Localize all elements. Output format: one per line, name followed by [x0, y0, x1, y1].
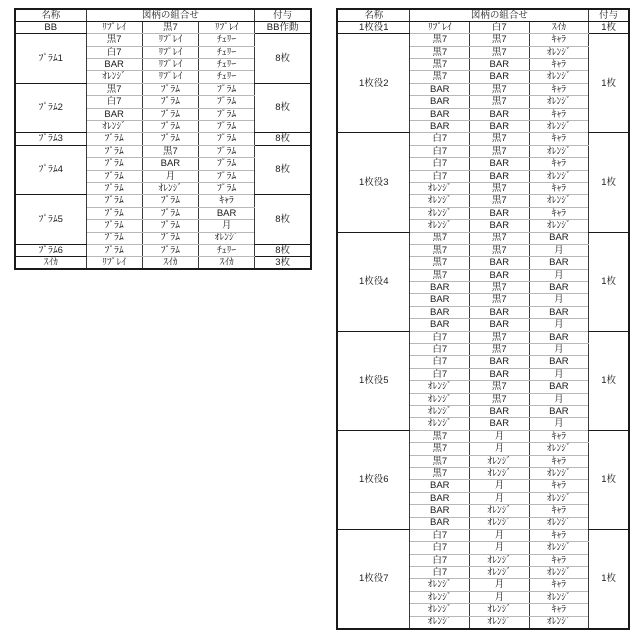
symbol-cell: ｵﾚﾝｼﾞ — [529, 591, 589, 603]
symbol-cell: ｵﾚﾝｼﾞ — [410, 406, 470, 418]
symbol-cell: 月 — [470, 579, 530, 591]
symbol-cell: BAR — [470, 406, 530, 418]
symbol-cell: ﾌﾟﾗﾑ — [142, 121, 198, 133]
header-row — [337, 9, 629, 21]
symbol-cell: BAR — [529, 282, 589, 294]
symbol-cell: ｵﾚﾝｼﾞ — [529, 71, 589, 83]
combo-row — [337, 34, 629, 46]
symbol-cell: BAR — [410, 294, 470, 306]
symbol-cell: ﾌﾟﾗﾑ — [142, 83, 198, 95]
symbol-cell: 白7 — [410, 542, 470, 554]
symbol-cell: BAR — [410, 492, 470, 504]
symbol-cell: 月 — [199, 220, 255, 232]
symbol-cell: ｵﾚﾝｼﾞ — [410, 591, 470, 603]
symbol-cell: ﾌﾟﾗﾑ — [142, 195, 198, 207]
symbol-cell: 黒7 — [470, 133, 530, 145]
symbol-cell: 白7 — [410, 356, 470, 368]
symbol-cell: BAR — [470, 306, 530, 318]
symbol-cell: 白7 — [410, 529, 470, 541]
award-cell: 1枚 — [589, 331, 629, 430]
symbol-cell: 月 — [470, 529, 530, 541]
symbol-cell: 月 — [529, 294, 589, 306]
symbol-cell: 黒7 — [86, 34, 142, 46]
combo-row — [15, 34, 311, 46]
table-body — [15, 21, 311, 269]
role-name-cell: BB — [15, 21, 86, 33]
symbol-cell: 月 — [470, 542, 530, 554]
symbol-cell: 黒7 — [410, 430, 470, 442]
role-name-cell: ﾌﾟﾗﾑ5 — [15, 195, 86, 245]
symbol-cell: ｵﾚﾝｼﾞ — [410, 393, 470, 405]
symbol-cell: ﾌﾟﾗﾑ — [142, 244, 198, 256]
symbol-cell: 月 — [529, 269, 589, 281]
symbol-cell: BAR — [470, 121, 530, 133]
symbol-cell: ﾌﾟﾗﾑ — [142, 133, 198, 145]
role-name-cell: ﾌﾟﾗﾑ6 — [15, 244, 86, 256]
symbol-cell: ﾌﾟﾗﾑ — [86, 170, 142, 182]
symbol-cell: 月 — [529, 244, 589, 256]
award-cell: 8枚 — [255, 83, 311, 133]
symbol-cell: ｷｬﾗ — [529, 34, 589, 46]
symbol-cell: BAR — [470, 108, 530, 120]
symbol-cell: 黒7 — [410, 34, 470, 46]
symbol-cell: ﾌﾟﾗﾑ — [86, 158, 142, 170]
combo-row — [337, 133, 629, 145]
symbol-cell: ﾌﾟﾗﾑ — [199, 158, 255, 170]
award-cell: 1枚 — [589, 430, 629, 529]
column-header-name: 名称 — [337, 9, 410, 21]
symbol-cell: 白7 — [410, 344, 470, 356]
role-name-cell: ﾌﾟﾗﾑ2 — [15, 83, 86, 133]
symbol-cell: ｷｬﾗ — [529, 529, 589, 541]
symbol-cell: ﾌﾟﾗﾑ — [86, 195, 142, 207]
award-cell: 1枚 — [589, 529, 629, 628]
symbol-cell: ﾁｪﾘｰ — [199, 34, 255, 46]
symbol-cell: ｷｬﾗ — [529, 430, 589, 442]
symbol-cell: 白7 — [410, 133, 470, 145]
symbol-cell: ｵﾚﾝｼﾞ — [529, 542, 589, 554]
symbol-cell: ｵﾚﾝｼﾞ — [470, 616, 530, 628]
combo-row — [15, 257, 311, 269]
symbol-cell: ｷｬﾗ — [529, 505, 589, 517]
award-cell: 8枚 — [255, 34, 311, 84]
symbol-cell: ｵﾚﾝｼﾞ — [470, 517, 530, 529]
symbol-cell: BAR — [529, 331, 589, 343]
symbol-cell: BAR — [470, 368, 530, 380]
award-cell: 1枚 — [589, 34, 629, 133]
symbol-cell: 黒7 — [470, 182, 530, 194]
symbol-cell: 黒7 — [142, 21, 198, 33]
symbol-cell: ｷｬﾗ — [529, 182, 589, 194]
symbol-cell: 黒7 — [410, 467, 470, 479]
symbol-cell: BAR — [470, 59, 530, 71]
symbol-cell: 月 — [470, 480, 530, 492]
symbol-cell: BAR — [529, 306, 589, 318]
symbol-cell: ｵﾚﾝｼﾞ — [529, 220, 589, 232]
symbol-cell: BAR — [410, 306, 470, 318]
symbol-cell: ｵﾚﾝｼﾞ — [410, 182, 470, 194]
symbol-cell: ﾁｪﾘｰ — [199, 59, 255, 71]
combo-row — [15, 195, 311, 207]
role-name-cell: ﾌﾟﾗﾑ3 — [15, 133, 86, 145]
symbol-cell: ﾌﾟﾗﾑ — [199, 108, 255, 120]
symbol-cell: ｵﾚﾝｼﾞ — [529, 195, 589, 207]
symbol-cell: BAR — [470, 269, 530, 281]
symbol-cell: 月 — [529, 418, 589, 430]
symbol-cell: 白7 — [86, 46, 142, 58]
symbol-cell: ﾌﾟﾗﾑ — [142, 220, 198, 232]
symbol-cell: BAR — [410, 282, 470, 294]
combo-row — [337, 232, 629, 244]
combo-row — [337, 331, 629, 343]
symbol-cell: ｷｬﾗ — [529, 480, 589, 492]
symbol-cell: ﾘﾌﾟﾚｲ — [86, 257, 142, 269]
column-header-name: 名称 — [15, 9, 86, 21]
symbol-cell: ｵﾚﾝｼﾞ — [529, 121, 589, 133]
header-row — [15, 9, 311, 21]
symbol-cell: 黒7 — [410, 244, 470, 256]
symbol-cell: 黒7 — [470, 83, 530, 95]
symbol-cell: ﾘﾌﾟﾚｲ — [142, 59, 198, 71]
symbol-cell: ﾌﾟﾗﾑ — [142, 96, 198, 108]
symbol-cell: BAR — [470, 158, 530, 170]
symbol-cell: 黒7 — [470, 294, 530, 306]
symbol-cell: 黒7 — [410, 455, 470, 467]
award-cell: 8枚 — [255, 195, 311, 245]
symbol-cell: ﾌﾟﾗﾑ — [199, 133, 255, 145]
symbol-cell: ﾌﾟﾗﾑ — [142, 108, 198, 120]
symbol-cell: 月 — [529, 368, 589, 380]
symbol-cell: ｽｲｶ — [199, 257, 255, 269]
symbol-cell: ﾌﾟﾗﾑ — [199, 170, 255, 182]
symbol-cell: 黒7 — [410, 71, 470, 83]
award-cell: BB作動 — [255, 21, 311, 33]
symbol-cell: 月 — [470, 430, 530, 442]
symbol-cell: ｵﾚﾝｼﾞ — [410, 207, 470, 219]
symbol-cell: ﾌﾟﾗﾑ — [199, 145, 255, 157]
symbol-cell: ｵﾚﾝｼﾞ — [529, 467, 589, 479]
symbol-cell: ｵﾚﾝｼﾞ — [410, 418, 470, 430]
symbol-cell: 黒7 — [470, 145, 530, 157]
symbol-cell: 白7 — [86, 96, 142, 108]
symbol-cell: 黒7 — [86, 83, 142, 95]
symbol-cell: 黒7 — [470, 195, 530, 207]
symbol-cell: ｵﾚﾝｼﾞ — [529, 145, 589, 157]
symbol-cell: BAR — [470, 418, 530, 430]
symbol-cell: ﾌﾟﾗﾑ — [199, 182, 255, 194]
symbol-cell: BAR — [529, 381, 589, 393]
column-header-award: 付与 — [255, 9, 311, 21]
symbol-cell: 黒7 — [410, 232, 470, 244]
award-cell: 1枚 — [589, 232, 629, 331]
symbol-cell: 白7 — [410, 567, 470, 579]
symbol-cell: BAR — [410, 108, 470, 120]
symbol-cell: ｵﾚﾝｼﾞ — [529, 443, 589, 455]
symbol-cell: ｵﾚﾝｼﾞ — [410, 604, 470, 616]
symbol-cell: ﾌﾟﾗﾑ — [86, 244, 142, 256]
symbol-cell: ﾌﾟﾗﾑ — [86, 145, 142, 157]
symbol-cell: ｽｲｶ — [142, 257, 198, 269]
symbol-cell: ｷｬﾗ — [529, 59, 589, 71]
column-header-award: 付与 — [589, 9, 629, 21]
symbol-cell: BAR — [470, 356, 530, 368]
symbol-cell: 白7 — [410, 368, 470, 380]
table-body — [337, 21, 629, 628]
symbol-cell: BAR — [410, 96, 470, 108]
symbol-cell: 黒7 — [410, 46, 470, 58]
column-header-combo: 図柄の組合せ — [410, 9, 589, 21]
symbol-cell: 月 — [470, 492, 530, 504]
symbol-cell: 黒7 — [470, 381, 530, 393]
symbol-cell: ﾘﾌﾟﾚｲ — [86, 21, 142, 33]
payout-table-right — [336, 8, 630, 630]
symbol-cell: ｷｬﾗ — [529, 207, 589, 219]
role-name-cell: 1枚役7 — [337, 529, 410, 628]
symbol-cell: ﾘﾌﾟﾚｲ — [142, 71, 198, 83]
symbol-cell: ｷｬﾗ — [529, 108, 589, 120]
symbol-cell: BAR — [470, 170, 530, 182]
symbol-cell: 月 — [529, 319, 589, 331]
symbol-cell: BAR — [470, 220, 530, 232]
symbol-cell: 月 — [470, 443, 530, 455]
symbol-cell: BAR — [86, 59, 142, 71]
combo-row — [15, 244, 311, 256]
symbol-cell: ｵﾚﾝｼﾞ — [199, 232, 255, 244]
symbol-cell: ｷｬﾗ — [529, 554, 589, 566]
symbol-cell: ﾌﾟﾗﾑ — [86, 220, 142, 232]
symbol-cell: 白7 — [410, 145, 470, 157]
symbol-cell: ｵﾚﾝｼﾞ — [470, 554, 530, 566]
symbol-cell: 白7 — [410, 554, 470, 566]
symbol-cell: 月 — [142, 170, 198, 182]
symbol-cell: BAR — [142, 158, 198, 170]
symbol-cell: 白7 — [410, 158, 470, 170]
symbol-cell: ｷｬﾗ — [199, 195, 255, 207]
symbol-cell: ｵﾚﾝｼﾞ — [470, 505, 530, 517]
symbol-cell: ｷｬﾗ — [529, 579, 589, 591]
role-name-cell: ｽｲｶ — [15, 257, 86, 269]
symbol-cell: ﾌﾟﾗﾑ — [142, 232, 198, 244]
role-name-cell: 1枚役4 — [337, 232, 410, 331]
symbol-cell: BAR — [529, 406, 589, 418]
symbol-cell: ﾌﾟﾗﾑ — [199, 96, 255, 108]
symbol-cell: 黒7 — [470, 331, 530, 343]
symbol-cell: 黒7 — [470, 393, 530, 405]
award-cell: 8枚 — [255, 133, 311, 145]
symbol-cell: BAR — [529, 356, 589, 368]
role-name-cell: ﾌﾟﾗﾑ1 — [15, 34, 86, 84]
symbol-cell: 黒7 — [470, 96, 530, 108]
symbol-cell: 白7 — [410, 170, 470, 182]
symbol-cell: ｵﾚﾝｼﾞ — [410, 579, 470, 591]
symbol-cell: ｵﾚﾝｼﾞ — [529, 616, 589, 628]
symbol-cell: 黒7 — [470, 344, 530, 356]
symbol-cell: ｵﾚﾝｼﾞ — [86, 121, 142, 133]
combo-row — [337, 529, 629, 541]
symbol-cell: BAR — [410, 83, 470, 95]
award-cell: 8枚 — [255, 145, 311, 195]
symbol-cell: 黒7 — [470, 232, 530, 244]
symbol-cell: ｷｬﾗ — [529, 604, 589, 616]
symbol-cell: ﾁｪﾘｰ — [199, 71, 255, 83]
symbol-cell: ﾌﾟﾗﾑ — [86, 182, 142, 194]
symbol-cell: 黒7 — [410, 257, 470, 269]
symbol-cell: 月 — [529, 344, 589, 356]
combo-row — [15, 133, 311, 145]
symbol-cell: BAR — [410, 121, 470, 133]
symbol-cell: ｵﾚﾝｼﾞ — [410, 381, 470, 393]
symbol-cell: ｵﾚﾝｼﾞ — [529, 567, 589, 579]
symbol-cell: ﾌﾟﾗﾑ — [86, 207, 142, 219]
symbol-cell: 黒7 — [470, 34, 530, 46]
symbol-cell: ｵﾚﾝｼﾞ — [86, 71, 142, 83]
column-header-combo: 図柄の組合せ — [86, 9, 255, 21]
symbol-cell: BAR — [410, 480, 470, 492]
symbol-cell: ｷｬﾗ — [529, 455, 589, 467]
symbol-cell: ｷｬﾗ — [529, 158, 589, 170]
symbol-cell: ｷｬﾗ — [529, 133, 589, 145]
symbol-cell: BAR — [470, 71, 530, 83]
symbol-cell: ｵﾚﾝｼﾞ — [410, 195, 470, 207]
symbol-cell: ｵﾚﾝｼﾞ — [529, 170, 589, 182]
symbol-cell: ｵﾚﾝｼﾞ — [470, 567, 530, 579]
symbol-cell: ｵﾚﾝｼﾞ — [529, 96, 589, 108]
symbol-cell: BAR — [86, 108, 142, 120]
role-name-cell: 1枚役6 — [337, 430, 410, 529]
symbol-cell: 白7 — [470, 21, 530, 33]
symbol-cell: BAR — [199, 207, 255, 219]
symbol-cell: ﾘﾌﾟﾚｲ — [410, 21, 470, 33]
symbol-cell: 黒7 — [410, 269, 470, 281]
symbol-cell: 黒7 — [410, 443, 470, 455]
payout-table-left — [14, 8, 312, 270]
role-name-cell: ﾌﾟﾗﾑ4 — [15, 145, 86, 195]
symbol-cell: ﾌﾟﾗﾑ — [86, 232, 142, 244]
symbol-cell: ｵﾚﾝｼﾞ — [410, 220, 470, 232]
symbol-cell: 月 — [529, 393, 589, 405]
symbol-cell: BAR — [470, 257, 530, 269]
role-name-cell: 1枚役5 — [337, 331, 410, 430]
symbol-cell: ﾌﾟﾗﾑ — [86, 133, 142, 145]
combo-row — [15, 145, 311, 157]
symbol-cell: BAR — [529, 232, 589, 244]
symbol-cell: ﾌﾟﾗﾑ — [142, 207, 198, 219]
award-cell: 8枚 — [255, 244, 311, 256]
symbol-cell: ｵﾚﾝｼﾞ — [529, 492, 589, 504]
symbol-cell: ｵﾚﾝｼﾞ — [470, 455, 530, 467]
symbol-cell: BAR — [470, 319, 530, 331]
symbol-cell: ﾁｪﾘｰ — [199, 244, 255, 256]
symbol-cell: ｵﾚﾝｼﾞ — [410, 616, 470, 628]
symbol-cell: ﾌﾟﾗﾑ — [199, 121, 255, 133]
symbol-cell: ｵﾚﾝｼﾞ — [529, 46, 589, 58]
symbol-cell: ｵﾚﾝｼﾞ — [470, 467, 530, 479]
role-name-cell: 1枚役3 — [337, 133, 410, 232]
symbol-cell: 黒7 — [470, 46, 530, 58]
symbol-cell: ﾘﾌﾟﾚｲ — [142, 46, 198, 58]
symbol-cell: ｵﾚﾝｼﾞ — [142, 182, 198, 194]
symbol-cell: 月 — [470, 591, 530, 603]
symbol-cell: ｽｲｶ — [529, 21, 589, 33]
symbol-cell: 白7 — [410, 331, 470, 343]
symbol-cell: BAR — [410, 319, 470, 331]
combo-row — [15, 21, 311, 33]
symbol-cell: ｵﾚﾝｼﾞ — [529, 517, 589, 529]
symbol-cell: 黒7 — [470, 282, 530, 294]
award-cell: 3枚 — [255, 257, 311, 269]
symbol-cell: BAR — [410, 505, 470, 517]
symbol-cell: ｵﾚﾝｼﾞ — [470, 604, 530, 616]
symbol-cell: 黒7 — [410, 59, 470, 71]
symbol-cell: BAR — [470, 207, 530, 219]
award-cell: 1枚 — [589, 21, 629, 33]
symbol-cell: 黒7 — [142, 145, 198, 157]
symbol-cell: ﾘﾌﾟﾚｲ — [199, 21, 255, 33]
symbol-cell: 黒7 — [470, 244, 530, 256]
combo-row — [337, 430, 629, 442]
combo-row — [15, 83, 311, 95]
symbol-cell: ﾘﾌﾟﾚｲ — [142, 34, 198, 46]
symbol-cell: BAR — [529, 257, 589, 269]
role-name-cell: 1枚役2 — [337, 34, 410, 133]
role-name-cell: 1枚役1 — [337, 21, 410, 33]
symbol-cell: ｷｬﾗ — [529, 83, 589, 95]
symbol-cell: ﾌﾟﾗﾑ — [199, 83, 255, 95]
award-cell: 1枚 — [589, 133, 629, 232]
combo-row — [337, 21, 629, 33]
symbol-cell: ﾁｪﾘｰ — [199, 46, 255, 58]
symbol-cell: BAR — [410, 517, 470, 529]
